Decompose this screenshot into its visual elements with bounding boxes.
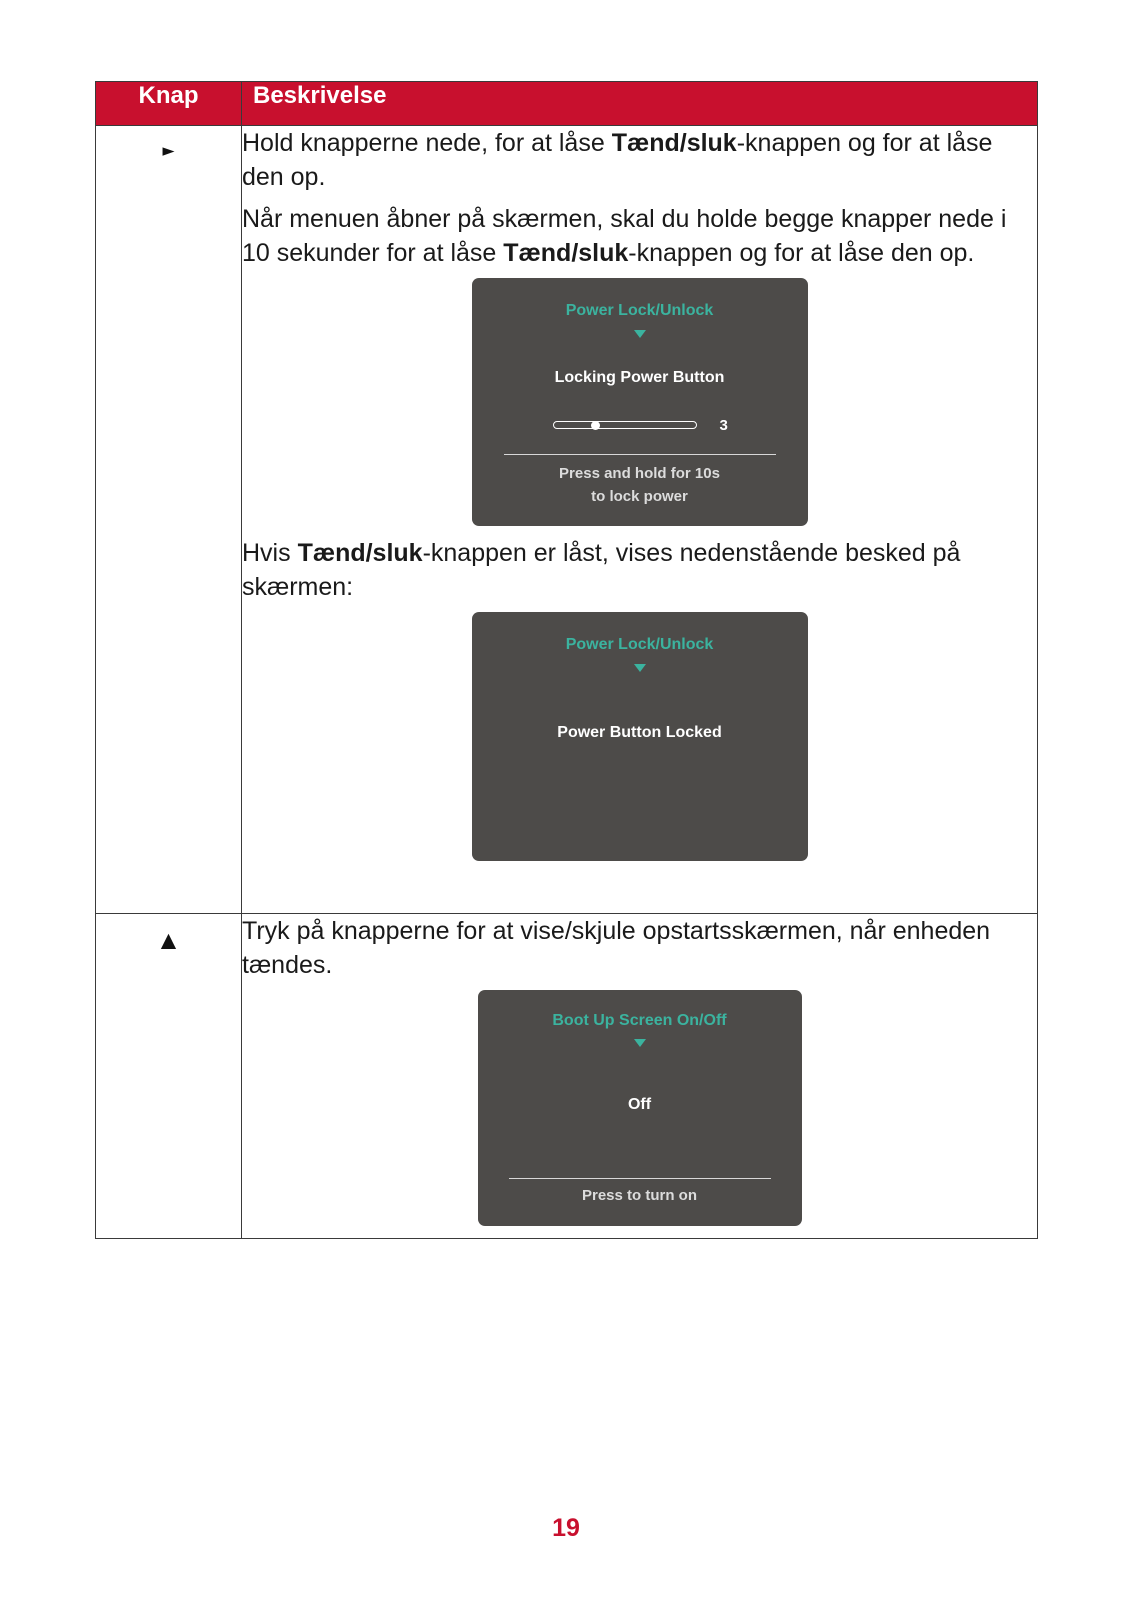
paragraph-hold-buttons	[242, 126, 1037, 194]
caret-down-icon	[634, 1039, 646, 1047]
osd-locking-power-button	[472, 278, 808, 526]
text-span: -knappen og for at låse den op.	[628, 239, 975, 267]
paragraph-menu-open	[242, 202, 1037, 270]
button-description-table	[95, 81, 1038, 1239]
osd-message: Off	[627, 1096, 652, 1113]
osd-boot-up-screen	[478, 990, 802, 1226]
paragraph-locked-message	[242, 536, 1037, 604]
key-cell	[96, 126, 242, 914]
table-row	[96, 126, 1038, 914]
bold-power-label: Tænd/sluk	[503, 239, 629, 267]
caret-down-icon	[634, 330, 646, 338]
osd-divider	[504, 454, 776, 455]
right-triangle-icon: ►	[158, 143, 179, 159]
table-row	[96, 914, 1038, 1239]
osd-message: Locking Power Button	[554, 369, 725, 386]
osd-title: Power Lock/Unlock	[565, 302, 714, 319]
header-description: Beskrivelse	[242, 82, 1038, 126]
osd-message: Power Button Locked	[557, 724, 722, 741]
text-span: Når menuen åbner på skærmen, skal du holde begge knapper nede i 10 sekunder for at låse	[242, 205, 1007, 267]
description-cell	[242, 914, 1038, 1239]
osd-hint-line2: to lock power	[591, 488, 688, 505]
table-header-row	[96, 82, 1038, 126]
text-span: -knappen er låst, vises nedenstående besked på skærmen:	[242, 539, 961, 601]
page-number: 19	[552, 1514, 580, 1542]
text-span: Hold knapperne nede, for at låse	[242, 129, 612, 157]
caret-down-icon	[634, 664, 646, 672]
osd-title: Power Lock/Unlock	[565, 636, 714, 653]
bold-power-label: Tænd/sluk	[297, 539, 423, 567]
description-cell	[242, 126, 1038, 914]
paragraph-boot-screen: Tryk på knapperne for at vise/skjule opstartsskærmen, når enheden tændes.	[242, 917, 991, 979]
osd-divider	[509, 1178, 771, 1179]
up-triangle-icon: ▲	[155, 925, 182, 955]
osd-title: Boot Up Screen On/Off	[552, 1012, 727, 1029]
progress-track	[553, 421, 697, 429]
text-span: Hvis	[242, 539, 298, 567]
key-cell	[96, 914, 242, 1239]
progress-indicator	[591, 421, 600, 430]
osd-power-button-locked	[472, 612, 808, 861]
bold-power-label: Tænd/sluk	[611, 129, 737, 157]
text-span: -knappen og for at låse den op.	[242, 129, 993, 191]
osd-hint: Press to turn on	[581, 1187, 697, 1204]
header-key: Knap	[96, 82, 242, 126]
progress-value: 3	[719, 417, 728, 434]
osd-hint-line1: Press and hold for 10s	[559, 465, 720, 482]
